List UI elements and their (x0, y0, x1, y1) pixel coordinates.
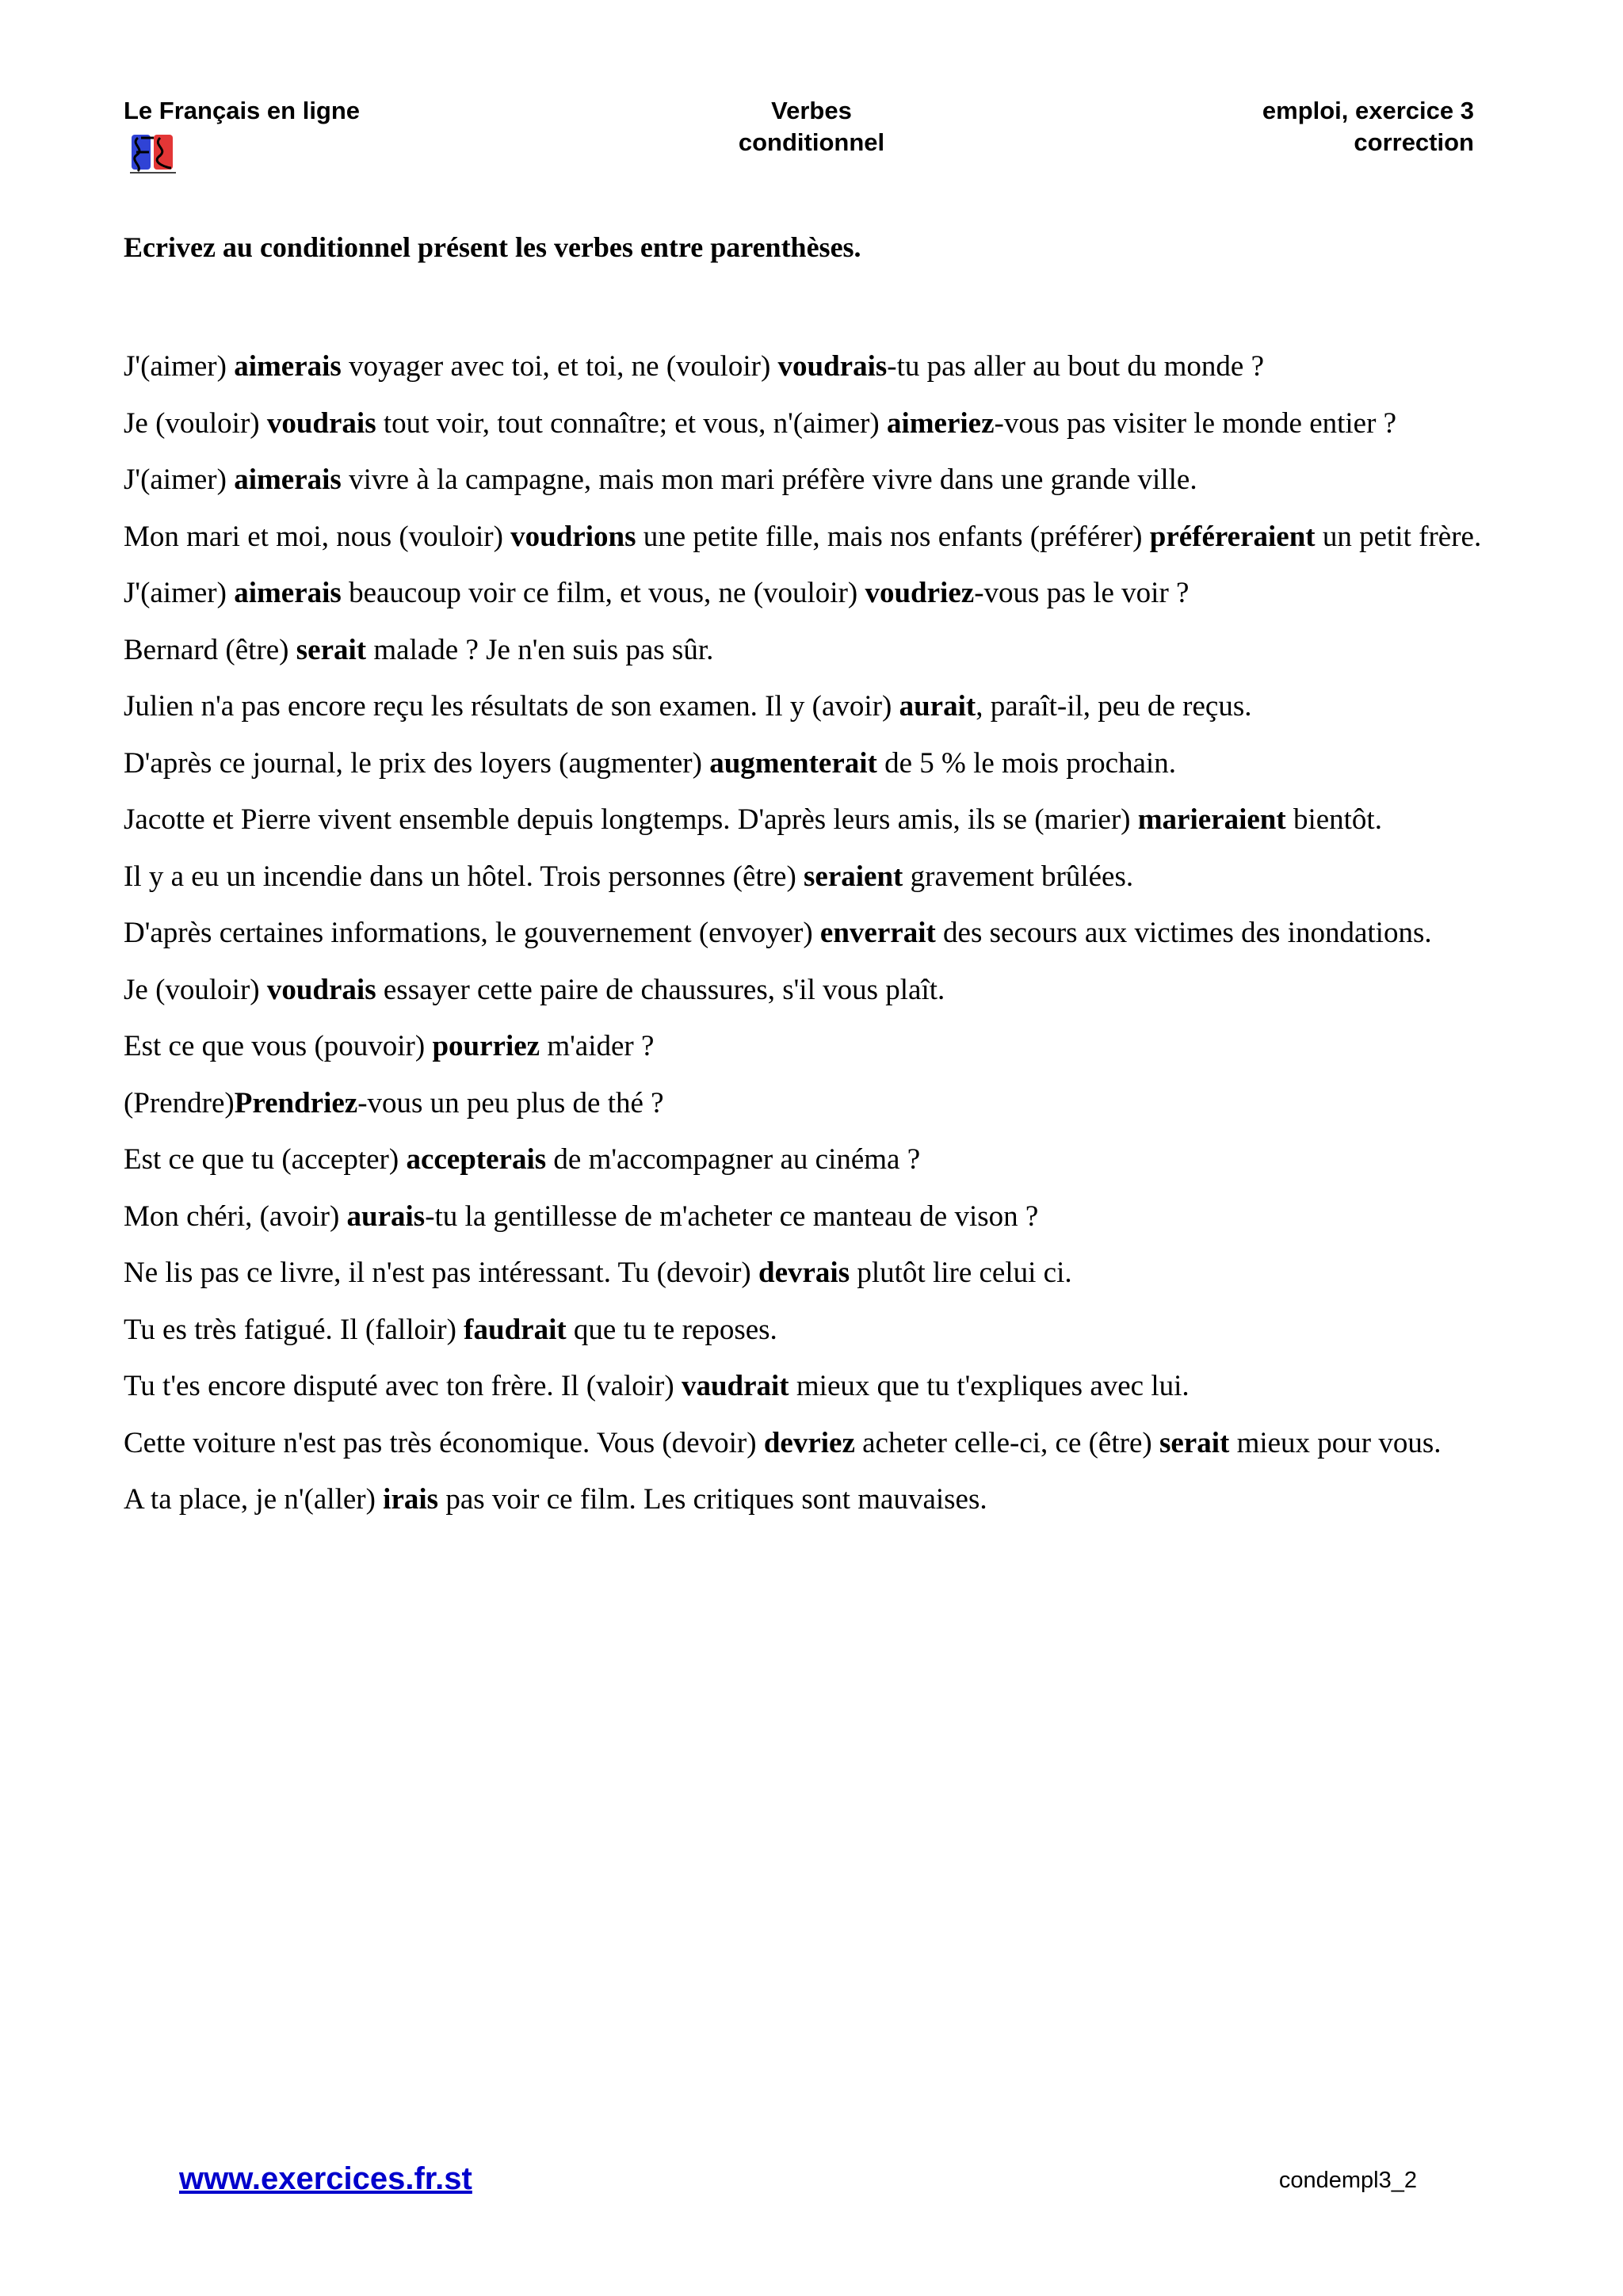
answer-verb: aurais (346, 1199, 426, 1233)
exercise-sentence (124, 791, 1487, 849)
exercise-sentence (124, 1415, 1487, 1472)
sentence-text: -tu pas aller au bout du monde ? (887, 350, 1265, 383)
sentence-text: m'aider ? (540, 1030, 655, 1062)
sentence-text: Ne lis pas ce livre, il n'est pas intéressant. Tu (devoir) (124, 1257, 758, 1289)
header-site: Le Français en ligne (124, 97, 361, 124)
sentence-text: vivre à la campagne, mais mon mari préfère vivre dans une grande ville. (341, 463, 1197, 496)
sentence-text: essayer cette paire de chaussures, s'il vous plaît. (376, 973, 945, 1006)
sentence-text: Julien n'a pas encore reçu les résultats de son examen. Il y (avoir) (124, 690, 899, 723)
sentence-text: Est ce que tu (accepter) (124, 1143, 407, 1176)
exercise-sentence (124, 849, 1487, 906)
answer-verb: voudrais (777, 350, 888, 383)
sentence-text: Cette voiture n'est pas très économique. Vous (devoir) (124, 1426, 764, 1459)
sentence-text: Mon chéri, (avoir) (124, 1199, 347, 1233)
exercise-sentence (124, 338, 1487, 395)
sentence-text: de m'accompagner au cinéma ? (546, 1143, 921, 1176)
sentence-text: malade ? Je n'en suis pas sûr. (366, 633, 714, 666)
sentence-text: des secours aux victimes des inondations. (935, 917, 1432, 949)
sentence-text: Tu es très fatigué. Il (falloir) (124, 1313, 464, 1346)
sentence-text: que tu te reposes. (566, 1313, 777, 1346)
answer-verb: accepterais (406, 1143, 547, 1176)
exercise-sentence (124, 1245, 1487, 1302)
answer-verb: pourriez (432, 1030, 540, 1062)
exercise-sentence (124, 1075, 1487, 1132)
sentence-text: A ta place, je n'(aller) (124, 1483, 384, 1516)
sentence-text: gravement brûlées. (903, 860, 1134, 893)
exercise-sentence (124, 565, 1487, 622)
sentence-text: -vous pas visiter le monde entier ? (994, 406, 1397, 440)
answer-verb: Prendriez (234, 1086, 358, 1119)
answer-verb: devriez (763, 1426, 855, 1459)
instruction: Ecrivez au conditionnel présent les verbes entre parenthèses. (124, 231, 861, 263)
sentence-text: J'(aimer) (124, 577, 235, 609)
answer-verb: devrais (758, 1257, 850, 1289)
sentence-text: une petite fille, mais nos enfants (préférer) (636, 520, 1150, 553)
exercise-sentence (124, 1358, 1487, 1415)
sentence-text: Tu t'es encore disputé avec ton frère. Il (valoir) (124, 1370, 682, 1402)
answer-verb: serait (1159, 1426, 1230, 1459)
sentence-text: Jacotte et Pierre vivent ensemble depuis longtemps. D'après leurs amis, ils se (marier) (124, 803, 1138, 836)
answer-verb: marieraient (1137, 803, 1286, 836)
sentence-text: acheter celle-ci, ce (être) (854, 1426, 1159, 1459)
header-exercise-line2: correction (1354, 128, 1474, 156)
answer-verb: aurait (899, 690, 976, 723)
header-subject (653, 95, 970, 158)
answer-verb: voudrais (266, 406, 376, 440)
answer-verb: aimerais (234, 350, 342, 383)
sentence-text: D'après ce journal, le prix des loyers (augmenter) (124, 746, 710, 780)
sentence-text: -vous un peu plus de thé ? (357, 1086, 664, 1119)
answer-verb: voudriez (865, 577, 975, 609)
sentence-text: pas voir ce film. Les critiques sont mauvaises. (438, 1483, 987, 1516)
footer-document-code: condempl3_2 (1278, 2168, 1417, 2193)
sentence-text: Je (vouloir) (124, 973, 267, 1006)
sentence-text: Est ce que vous (pouvoir) (124, 1030, 433, 1062)
header-subject-line1: Verbes (771, 97, 852, 124)
header-exercise (1262, 95, 1474, 158)
header-exercise-line1: emploi, exercice 3 (1262, 97, 1474, 124)
sentence-text: Bernard (être) (124, 633, 296, 666)
sentence-text: mieux que tu t'expliques avec lui. (789, 1370, 1190, 1402)
exercise-sentence (124, 1471, 1487, 1528)
exercise-sentence (124, 1131, 1487, 1188)
answer-verb: aimerais (234, 463, 342, 496)
exercise-sentence (124, 1188, 1487, 1245)
sentence-text: Il y a eu un incendie dans un hôtel. Trois personnes (être) (124, 860, 804, 893)
sentence-text: D'après certaines informations, le gouvernement (envoyer) (124, 917, 820, 949)
fl-monogram-logo-icon (127, 128, 179, 176)
footer-website-link[interactable]: www.exercices.fr.st (179, 2161, 472, 2196)
sentence-text: un petit frère. (1315, 520, 1482, 553)
answer-verb: seraient (804, 860, 903, 893)
sentence-text: tout voir, tout connaître; et vous, n'(aimer) (376, 406, 887, 440)
sentence-text: plutôt lire celui ci. (850, 1257, 1072, 1289)
answer-verb: préféreraient (1149, 520, 1316, 553)
exercise-sentence (124, 678, 1487, 735)
sentence-text: de 5 % le mois prochain. (876, 746, 1176, 780)
answer-verb: aimerais (234, 577, 342, 609)
sentence-text: J'(aimer) (124, 463, 235, 496)
answer-verb: irais (383, 1483, 439, 1516)
sentence-text: , paraît-il, peu de reçus. (976, 690, 1252, 723)
exercise-sentence (124, 905, 1487, 962)
answer-verb: enverrait (819, 917, 936, 949)
exercise-sentence (124, 395, 1487, 452)
answer-verb: faudrait (464, 1313, 567, 1346)
sentence-text: Mon mari et moi, nous (vouloir) (124, 520, 511, 553)
answer-verb: augmenterait (709, 746, 877, 780)
exercise-sentence (124, 622, 1487, 679)
sentence-text: -tu la gentillesse de m'acheter ce manteau de vison ? (425, 1199, 1039, 1233)
exercise-sentence (124, 735, 1487, 792)
answer-verb: aimeriez (886, 406, 995, 440)
exercise-sentence (124, 1018, 1487, 1075)
header-subject-line2: conditionnel (738, 128, 885, 156)
sentence-text: bientôt. (1285, 803, 1382, 836)
exercise-sentence (124, 962, 1487, 1019)
answer-verb: vaudrait (681, 1370, 789, 1402)
sentence-text: voyager avec toi, et toi, ne (vouloir) (341, 350, 778, 383)
sentence-text: J'(aimer) (124, 350, 235, 383)
sentence-text: Je (vouloir) (124, 406, 267, 440)
sentence-list (124, 338, 1487, 1528)
answer-verb: voudrais (266, 973, 376, 1006)
answer-verb: voudrions (510, 520, 636, 553)
sentence-text: (Prendre) (124, 1086, 235, 1119)
answer-verb: serait (296, 633, 367, 666)
exercise-sentence (124, 1302, 1487, 1359)
sentence-text: mieux pour vous. (1229, 1426, 1442, 1459)
exercise-sentence (124, 509, 1487, 566)
sentence-text: beaucoup voir ce film, et vous, ne (vouloir) (341, 577, 865, 609)
sentence-text: -vous pas le voir ? (974, 577, 1190, 609)
exercise-sentence (124, 452, 1487, 509)
